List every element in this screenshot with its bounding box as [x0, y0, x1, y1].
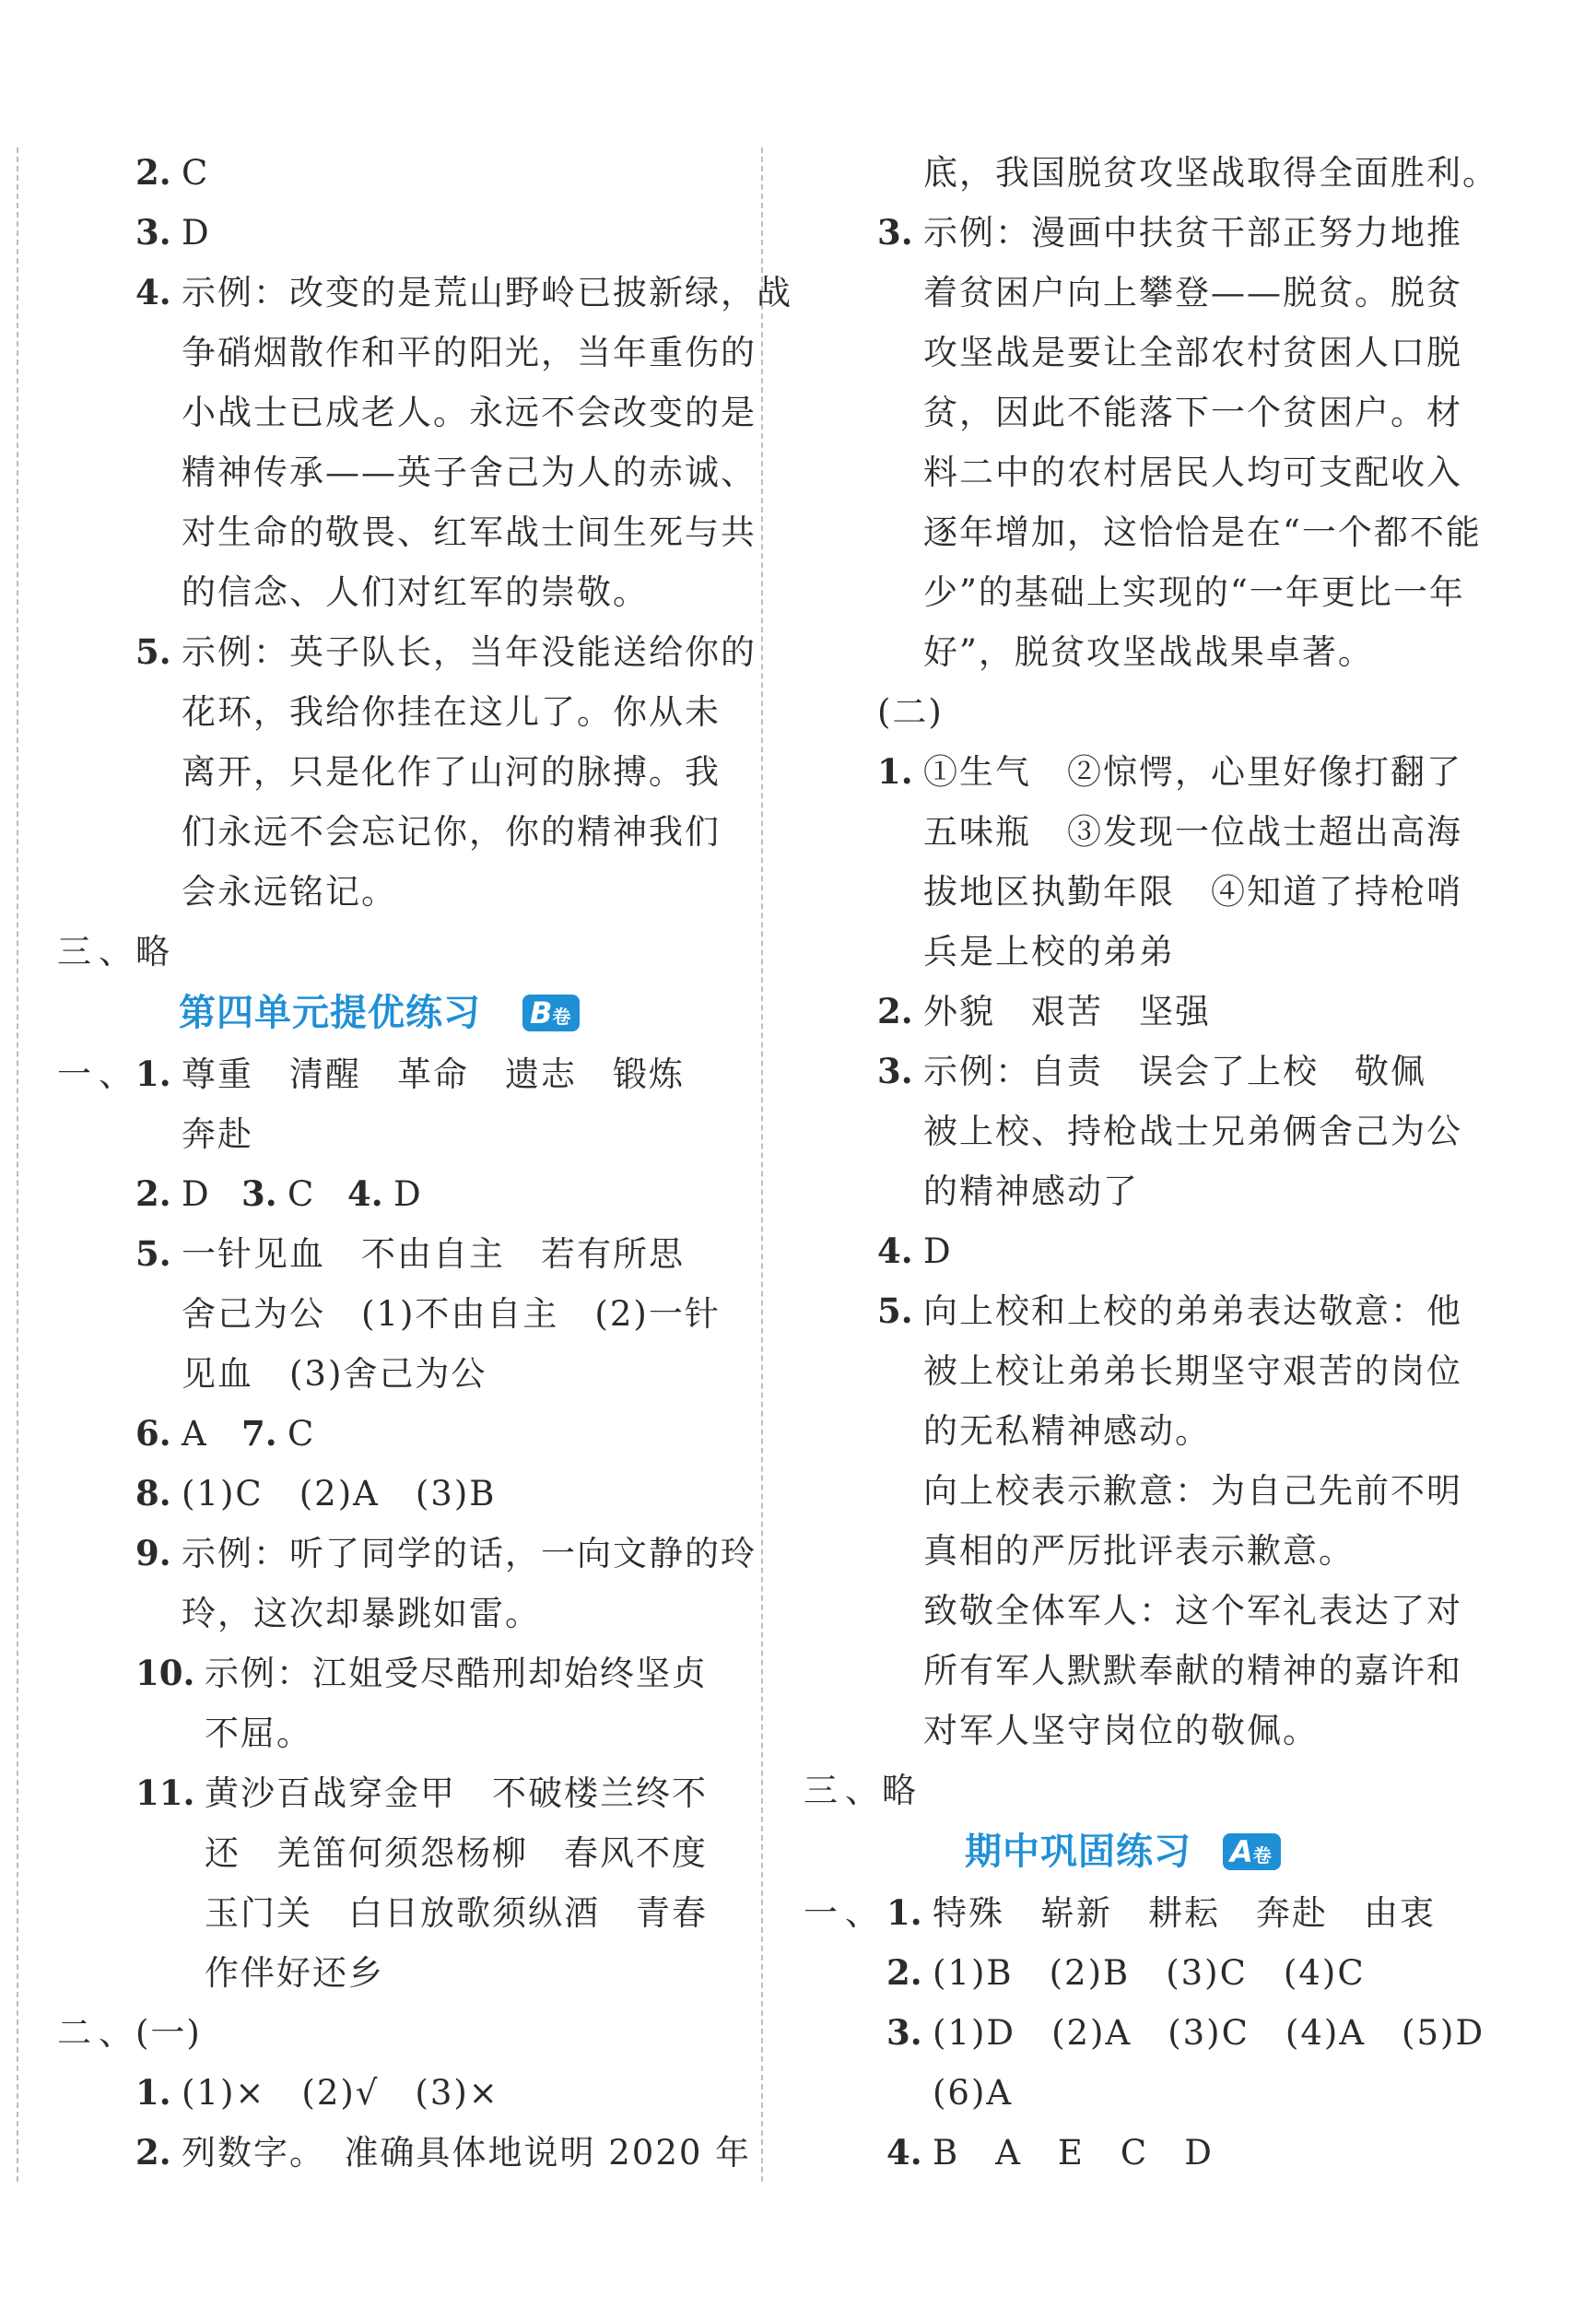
- answer-line: 底，我国脱贫攻坚战取得全面胜利。: [923, 153, 1498, 193]
- answer-line: 料二中的农村居民人均可支配收入: [923, 453, 1462, 492]
- section-line: 三、 略: [804, 1771, 918, 1810]
- answer-line: 玲，这次却暴跳如雷。: [182, 1594, 541, 1633]
- answer-line: 被上校让弟弟长期坚守艰苦的岗位: [923, 1351, 1462, 1391]
- left-column: [57, 143, 792, 2183]
- answer-line: 离开，只是化作了山河的脉搏。我: [182, 752, 721, 792]
- answer-line: 10. 示例：江姐受尽酷刑却始终坚贞: [135, 1653, 708, 1693]
- answer-line: 3. (1)D (2)A (3)C (4)A (5)D: [886, 2012, 1485, 2053]
- answer-line: 贫，因此不能落下一个贫困户。材: [923, 393, 1462, 432]
- volume-badge: A卷: [1223, 1833, 1281, 1870]
- answer-line: 2. (1)B (2)B (3)C (4)C: [886, 1952, 1366, 1993]
- answer-line: 所有军人默默奉献的精神的嘉许和: [923, 1651, 1462, 1690]
- answer-line: 致敬全体军人：这个军礼表达了对: [923, 1591, 1462, 1631]
- answer-line: 3. 示例：自责 误会了上校 敬佩: [877, 1051, 1426, 1091]
- answer-line: 向上校表示歉意：为自己先前不明: [923, 1471, 1462, 1511]
- answer-line: (6)A: [933, 2073, 1014, 2113]
- answer-line: 4. B A E C D: [886, 2132, 1214, 2173]
- answer-line: 3. 示例：漫画中扶贫干部正努力地推: [877, 212, 1462, 253]
- section-line: 三、 略: [57, 932, 171, 972]
- answer-line: 对军人坚守岗位的敬佩。: [923, 1711, 1319, 1750]
- answer-line: 花环，我给你挂在这儿了。你从未: [182, 692, 721, 732]
- section-title-text: 第四单元提优练习: [179, 992, 481, 1034]
- answer-line: 5. 示例：英子队长，当年没能送给你的: [135, 631, 757, 672]
- answer-line: 2. D 3. C 4. D: [135, 1173, 423, 1214]
- answer-line: 4. D: [877, 1231, 953, 1271]
- answer-line: 的精神感动了: [923, 1172, 1139, 1211]
- column-divider: [761, 147, 763, 2182]
- answer-line: 逐年增加，这恰恰是在“一个都不能: [923, 512, 1482, 552]
- answer-line: 被上校、持枪战士兄弟俩舍己为公: [923, 1112, 1462, 1151]
- answer-line: 2. C: [135, 152, 210, 193]
- answer-line: 的信念、人们对红军的崇敬。: [182, 572, 649, 612]
- answer-line: 11. 黄沙百战穿金甲 不破楼兰终不: [135, 1772, 708, 1813]
- answer-line: 一、 1. 特殊 崭新 耕耘 奔赴 由衷: [804, 1892, 1436, 1933]
- section-title: [57, 982, 730, 1044]
- answer-line: 9. 示例：听了同学的话，一向文静的玲: [135, 1533, 757, 1573]
- answer-line: 拔地区执勤年限 ④知道了持枪哨: [923, 872, 1462, 912]
- answer-line: 2. 外貌 艰苦 坚强: [877, 991, 1211, 1031]
- answer-line: 还 羌笛何须怨杨柳 春风不度: [205, 1833, 708, 1873]
- answer-line: 8. (1)C (2)A (3)B: [135, 1473, 497, 1513]
- right-column: [804, 143, 1559, 2183]
- section-title-text: 期中巩固练习: [965, 1831, 1191, 1873]
- answer-line: 舍己为公 (1)不由自主 (2)一针: [182, 1294, 721, 1334]
- page-edge-divider: [17, 147, 18, 2182]
- answer-line: 争硝烟散作和平的阳光，当年重伤的: [182, 333, 757, 372]
- answer-line: 奔赴: [182, 1114, 253, 1154]
- answer-line: 1. (1)× (2)√ (3)×: [135, 2072, 499, 2113]
- volume-badge: B卷: [522, 995, 580, 1031]
- answer-line: 会永远铭记。: [182, 872, 397, 912]
- subsection-line: (二): [877, 692, 944, 732]
- answer-line: 对生命的敬畏、红军战士间生死与共: [182, 512, 757, 552]
- answer-line: 5. 向上校和上校的弟弟表达敬意：他: [877, 1290, 1462, 1331]
- answer-line: 小战士已成老人。永远不会改变的是: [182, 393, 757, 432]
- answer-line: 少”的基础上实现的“一年更比一年: [923, 572, 1465, 612]
- answer-line: 不屈。: [205, 1714, 312, 1753]
- answer-line: 3. D: [135, 212, 211, 253]
- answer-line: 五味瓶 ③发现一位战士超出高海: [923, 812, 1462, 852]
- answer-line: 1. ①生气 ②惊愕，心里好像打翻了: [877, 751, 1462, 792]
- answer-line: 们永远不会忘记你，你的精神我们: [182, 812, 721, 852]
- answer-line: 精神传承——英子舍己为人的赤诚、: [182, 453, 757, 492]
- answer-line: 兵是上校的弟弟: [923, 932, 1175, 972]
- answer-line: 一、 1. 尊重 清醒 革命 遗志 锻炼: [57, 1054, 685, 1094]
- answer-line: 真相的严厉批评表示歉意。: [923, 1531, 1355, 1571]
- answer-line: 5. 一针见血 不由自主 若有所思: [135, 1233, 685, 1274]
- answer-line: 玉门关 白日放歌须纵酒 青春: [205, 1893, 708, 1933]
- answer-line: 6. A 7. C: [135, 1413, 316, 1454]
- answer-line: 好”，脱贫攻坚战战果卓著。: [923, 632, 1374, 672]
- answer-line: 着贫困户向上攀登——脱贫。脱贫: [923, 273, 1462, 312]
- answer-line: 攻坚战是要让全部农村贫困人口脱: [923, 333, 1462, 372]
- answer-line: 作伴好还乡: [205, 1953, 384, 1993]
- answer-line: 2. 列数字。 准确具体地说明 2020 年: [135, 2132, 752, 2173]
- answer-line: 的无私精神感动。: [923, 1411, 1211, 1451]
- answer-line: 见血 (3)舍己为公: [182, 1354, 487, 1394]
- answer-line: 4. 示例：改变的是荒山野岭已披新绿，战: [135, 272, 792, 312]
- section-title: [804, 1820, 1559, 1883]
- section-line: 二、 (一): [57, 2013, 202, 2053]
